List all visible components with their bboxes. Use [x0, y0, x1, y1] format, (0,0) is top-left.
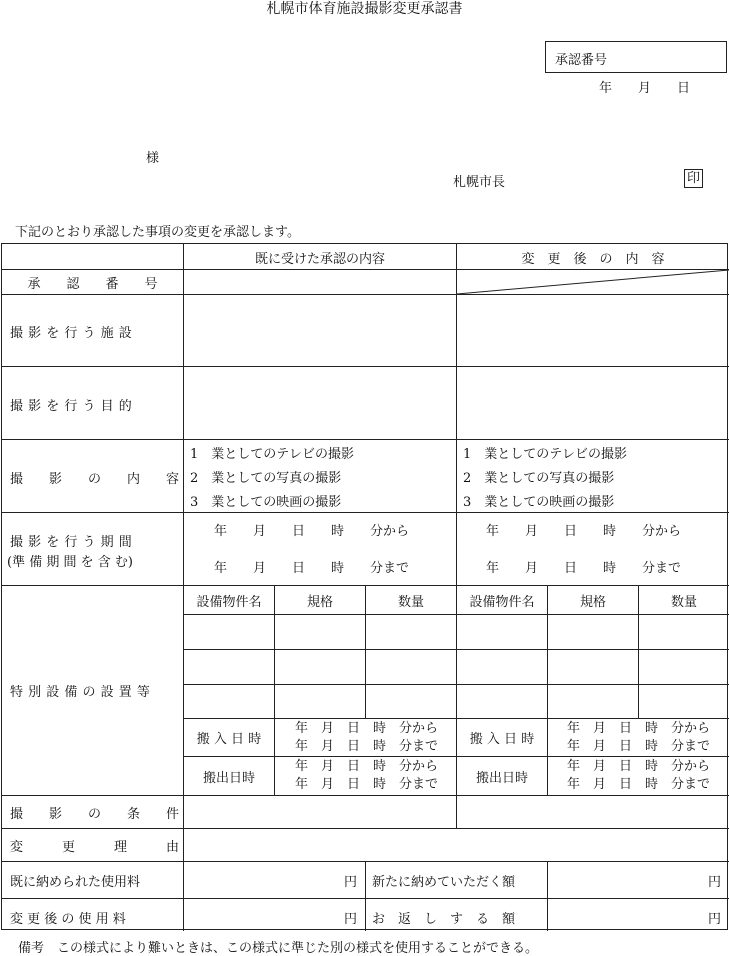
approval-number-label: 承認番号 [555, 53, 608, 68]
row-label-purpose: 撮 影 を 行 う 目 的 [10, 399, 133, 414]
carry-out-from-before: 年 月 日 時 分から [295, 759, 439, 774]
carry-in-from-before: 年 月 日 時 分から [295, 721, 439, 736]
change-approval-table [1, 243, 728, 930]
carry-out-to-before: 年 月 日 時 分まで [295, 777, 439, 792]
approval-number-box [545, 41, 727, 73]
period-to-before: 年 月 日 時 分まで [214, 561, 410, 576]
carry-in-label-before: 搬 入 日 時 [196, 732, 262, 747]
intro-text: 下記のとおり承認した事項の変更を承認します。 [15, 225, 300, 240]
content-option-photo-after: 2 業としての写真の撮影 [463, 471, 615, 486]
carry-out-label-after: 搬出日時 [475, 771, 528, 786]
content-option-film-after: 3 業としての映画の撮影 [463, 495, 615, 510]
footnote: 備考 この様式により難いときは、この様式に準じた別の様式を使用することができる。 [18, 941, 539, 956]
carry-in-to-after: 年 月 日 時 分まで [567, 739, 711, 754]
eq-header-name-before: 設備物件名 [196, 595, 262, 610]
row-label-reason: 変 更 理 由 [10, 840, 180, 855]
row-label-refund: お 返 し す る 額 [372, 912, 516, 927]
issuer-name: 札幌市長 [453, 175, 506, 190]
eq-header-name-after: 設備物件名 [469, 595, 535, 610]
yen-new-fee: 円 [344, 912, 358, 927]
row-label-facility: 撮 影 を 行 う 施 設 [10, 326, 133, 341]
column-header-after: 変 更 後 の 内 容 [521, 252, 665, 267]
eq-header-qty-after: 数量 [670, 595, 697, 610]
eq-header-spec-after: 規格 [579, 595, 606, 610]
yen-additional-fee: 円 [708, 875, 722, 890]
yen-refund: 円 [708, 912, 722, 927]
row-label-paid-fee: 既に納められた使用料 [10, 875, 141, 890]
recipient-suffix: 様 [146, 151, 160, 166]
carry-out-label-before: 搬出日時 [202, 771, 255, 786]
carry-out-from-after: 年 月 日 時 分から [567, 759, 711, 774]
period-to-after: 年 月 日 時 分まで [486, 561, 682, 576]
row-label-period: 撮 影 を 行 う 期 間 [10, 535, 133, 550]
eq-header-qty-before: 数量 [397, 595, 424, 610]
form-title: 札幌市体育施設撮影変更承認書 [266, 1, 463, 17]
carry-out-to-after: 年 月 日 時 分まで [567, 777, 711, 792]
row-label-approval-number: 承 認 番 号 [27, 277, 158, 292]
row-label-period-note: (準 備 期 間 を 含 む) [7, 555, 133, 570]
carry-in-to-before: 年 月 日 時 分まで [295, 739, 439, 754]
seal-mark: 印 [684, 169, 703, 188]
content-option-tv-after: 1 業としてのテレビの撮影 [463, 447, 628, 462]
content-option-film-before: 3 業としての映画の撮影 [190, 495, 342, 510]
period-from-after: 年 月 日 時 分から [486, 524, 682, 539]
eq-header-spec-before: 規格 [306, 595, 333, 610]
content-option-tv-before: 1 業としてのテレビの撮影 [190, 447, 355, 462]
row-label-new-fee: 変 更 後 の 使 用 料 [10, 912, 126, 927]
yen-paid-fee: 円 [344, 875, 358, 890]
row-label-content: 撮 影 の 内 容 [10, 472, 180, 487]
row-label-additional-fee: 新たに納めていただく額 [372, 875, 516, 890]
column-header-before: 既に受けた承認の内容 [254, 252, 385, 267]
content-option-photo-before: 2 業としての写真の撮影 [190, 471, 342, 486]
carry-in-label-after: 搬 入 日 時 [469, 732, 535, 747]
diagonal-strike [457, 270, 729, 295]
issue-date: 年 月 日 [599, 81, 691, 96]
period-from-before: 年 月 日 時 分から [214, 524, 410, 539]
carry-in-from-after: 年 月 日 時 分から [567, 721, 711, 736]
row-label-conditions: 撮 影 の 条 件 [10, 807, 180, 822]
row-label-equipment: 特 別 設 備 の 設 置 等 [10, 685, 151, 700]
